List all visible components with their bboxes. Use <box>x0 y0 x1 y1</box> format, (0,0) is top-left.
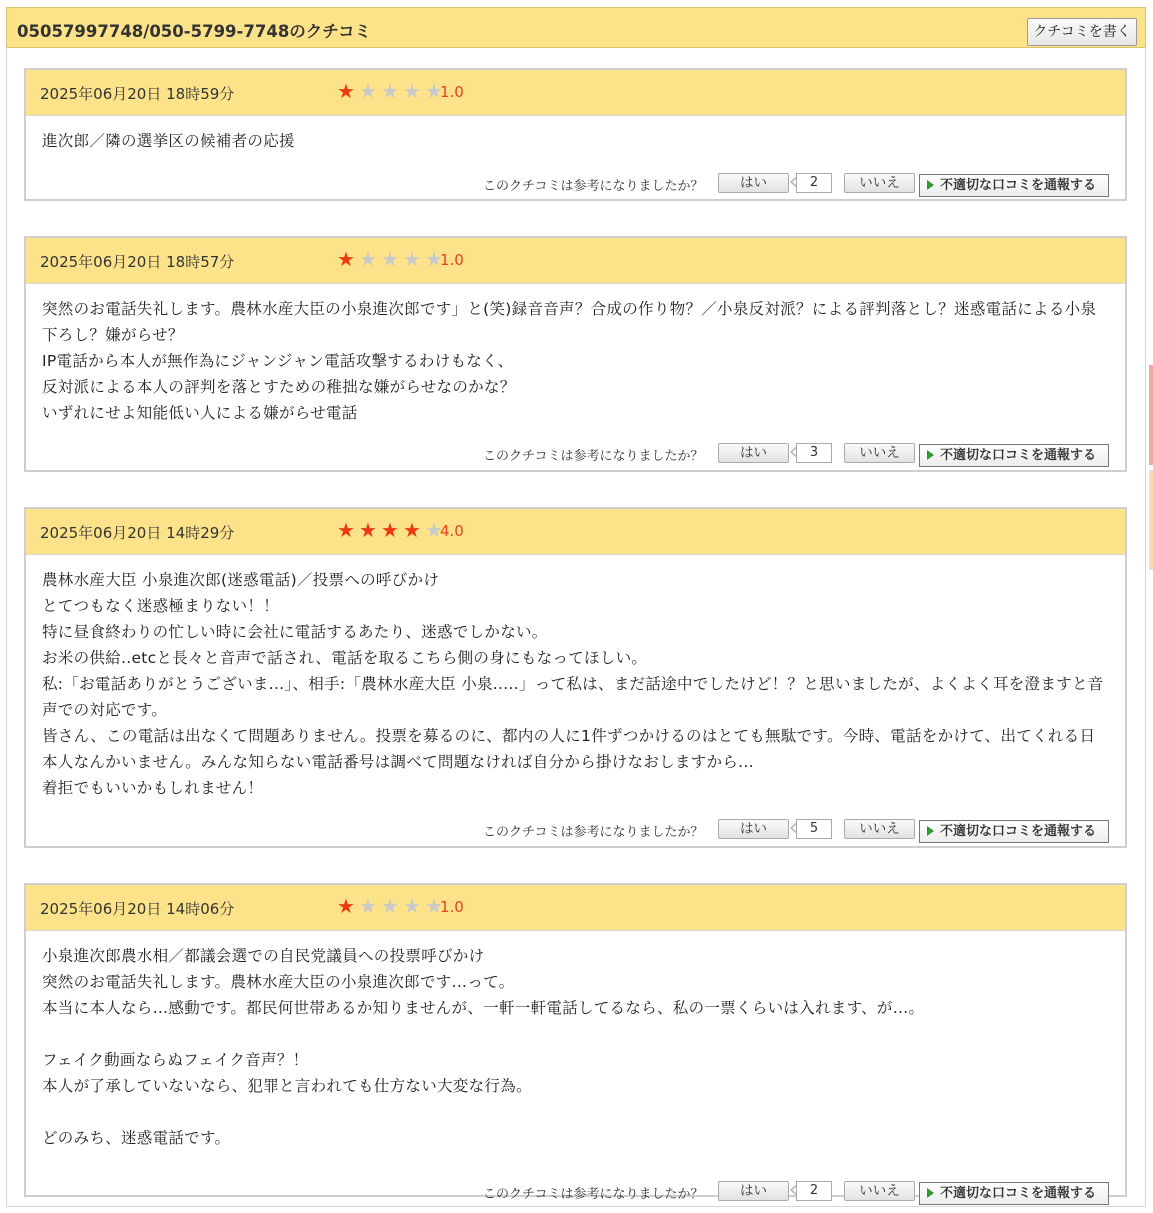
review-card <box>24 68 1127 201</box>
helpful-question: このクチコミは参考になりましたか？ <box>483 179 704 194</box>
helpful-count: 2 <box>796 1181 832 1201</box>
review-score: 1.0 <box>440 83 464 101</box>
star-empty-icon: ★ <box>381 894 399 918</box>
star-empty-icon: ★ <box>425 247 443 271</box>
report-label: 不適切な口コミを通報する <box>940 178 1097 193</box>
helpful-yes-button[interactable]: はい <box>718 443 789 463</box>
review-date: 2025年06月20日 18時59分 <box>40 85 235 103</box>
star-empty-icon: ★ <box>403 79 421 103</box>
play-arrow-icon <box>927 450 934 460</box>
star-rating <box>335 519 445 541</box>
star-filled-icon: ★ <box>337 247 355 271</box>
review-card <box>24 883 1127 1202</box>
review-date: 2025年06月20日 14時06分 <box>40 900 235 918</box>
play-arrow-icon <box>927 1188 934 1198</box>
star-filled-icon: ★ <box>403 518 421 542</box>
review-body: 進次郎／隣の選挙区の候補者の応援 <box>42 132 295 150</box>
report-label: 不適切な口コミを通報する <box>940 1186 1097 1201</box>
star-empty-icon: ★ <box>425 894 443 918</box>
review-body: 小泉進次郎農水相／都議会選での自民党議員への投票呼びかけ 突然のお電話失礼します。農林水産大臣の小泉進次郎です…って。 本当に本人なら…感動です。都民何世帯あるか知りませんが、一軒一軒電話してるなら、私の一票くらいは入れます、が…。 フェイク動画ならぬフェイク音声？！ 本人が了承していないなら、犯罪と言われても仕方ない大変な行為。 どのみち、迷惑電話です。 <box>42 947 925 1147</box>
review-body: 農林水産大臣 小泉進次郎(迷惑電話)／投票への呼びかけ とてつもなく迷惑極まりない！！ 特に昼食終わりの忙しい時に会社に電話するあたり、迷惑でしかない。 お米の供給..etcと長々と音声で話され、電話を取るこちら側の身にもなってほしい。 私:「お電話ありがとうございま...」、相手:「農林水産大臣 小泉.....」って私は、まだ話途中でしたけど！？と思いましたが、よくよく耳を澄ますと音声での対応です。 皆さん、この電話は出なくて問題ありません。投票を募るのに、都内の人に1件ずつかけるのはとても無駄です。今時、電話をかけて、出てくれる日本人なんかいません。みんな知らない電話番号は調べて問題なければ自分から掛けなおしますから... 着拒でもいいかもしれません！ <box>42 571 1104 797</box>
star-filled-icon: ★ <box>337 79 355 103</box>
star-empty-icon: ★ <box>403 247 421 271</box>
star-empty-icon: ★ <box>381 247 399 271</box>
helpful-no-button[interactable]: いいえ <box>844 1181 915 1201</box>
helpful-yes-button[interactable]: はい <box>718 173 789 193</box>
star-empty-icon: ★ <box>381 79 399 103</box>
review-header <box>26 509 1125 555</box>
review-card <box>24 507 1127 848</box>
star-empty-icon: ★ <box>425 79 443 103</box>
helpful-no-button[interactable]: いいえ <box>844 443 915 463</box>
star-empty-icon: ★ <box>403 894 421 918</box>
report-label: 不適切な口コミを通報する <box>940 824 1097 839</box>
star-empty-icon: ★ <box>425 518 443 542</box>
review-body: 突然のお電話失礼します。農林水産大臣の小泉進次郎です」と(笑)録音音声？合成の作り物？／小泉反対派？による評判落とし？迷惑電話による小泉下ろし？嫌がらせ？ IP電話から本人が無作為にジャンジャン電話攻撃するわけもなく、 反対派による本人の評判を落とすための稚拙な嫌がらせなのかな？ いずれにせよ知能低い人による嫌がらせ電話 <box>42 300 1097 422</box>
review-score: 1.0 <box>440 251 464 269</box>
star-filled-icon: ★ <box>337 894 355 918</box>
review-header <box>26 238 1125 284</box>
star-rating <box>335 895 445 917</box>
review-date: 2025年06月20日 18時57分 <box>40 253 235 271</box>
helpful-no-button[interactable]: いいえ <box>844 819 915 839</box>
review-footer <box>26 435 1125 475</box>
page-title: 05057997748/050-5799-7748のクチコミ <box>17 22 372 41</box>
helpful-count: 5 <box>796 819 832 839</box>
star-filled-icon: ★ <box>337 518 355 542</box>
review-card <box>24 236 1127 472</box>
helpful-question: このクチコミは参考になりましたか？ <box>483 1187 704 1202</box>
review-date: 2025年06月20日 14時29分 <box>40 524 235 542</box>
report-button[interactable] <box>919 1182 1109 1205</box>
report-button[interactable] <box>919 174 1109 197</box>
report-label: 不適切な口コミを通報する <box>940 448 1097 463</box>
report-button[interactable] <box>919 820 1109 843</box>
page-header <box>6 7 1146 48</box>
review-score: 4.0 <box>440 522 464 540</box>
helpful-yes-button[interactable]: はい <box>718 819 789 839</box>
star-rating <box>335 80 445 102</box>
scroll-indicator-secondary <box>1149 470 1153 570</box>
review-header <box>26 885 1125 931</box>
helpful-count: 3 <box>796 443 832 463</box>
star-rating <box>335 248 445 270</box>
review-footer <box>26 1173 1125 1213</box>
star-empty-icon: ★ <box>359 247 377 271</box>
helpful-yes-button[interactable]: はい <box>718 1181 789 1201</box>
scroll-indicator <box>1149 365 1153 465</box>
play-arrow-icon <box>927 180 934 190</box>
helpful-question: このクチコミは参考になりましたか？ <box>483 825 704 840</box>
report-button[interactable] <box>919 444 1109 467</box>
helpful-question: このクチコミは参考になりましたか？ <box>483 449 704 464</box>
review-score: 1.0 <box>440 898 464 916</box>
star-empty-icon: ★ <box>359 79 377 103</box>
helpful-no-button[interactable]: いいえ <box>844 173 915 193</box>
star-empty-icon: ★ <box>359 894 377 918</box>
play-arrow-icon <box>927 826 934 836</box>
review-footer <box>26 165 1125 205</box>
review-header <box>26 70 1125 116</box>
helpful-count: 2 <box>796 173 832 193</box>
star-filled-icon: ★ <box>381 518 399 542</box>
star-filled-icon: ★ <box>359 518 377 542</box>
write-review-button[interactable]: クチコミを書く <box>1027 18 1137 46</box>
review-footer <box>26 811 1125 851</box>
